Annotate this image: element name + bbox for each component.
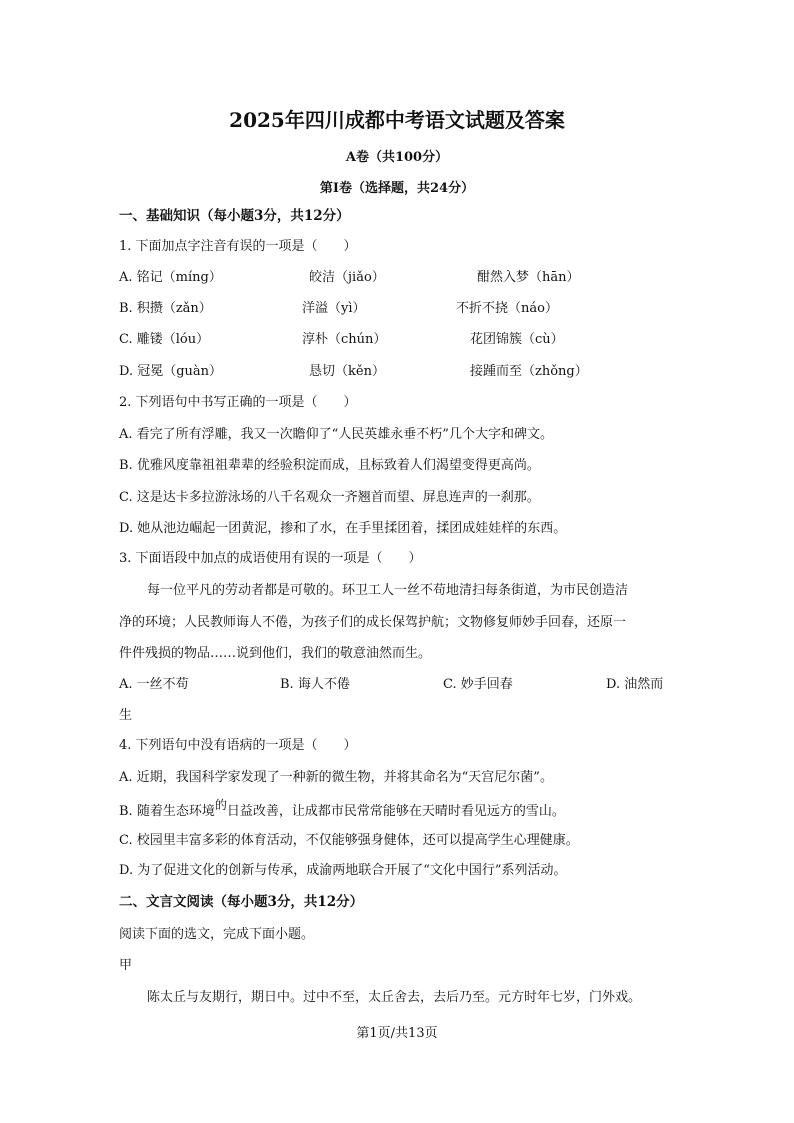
classical-passage-line-1: 陈太丘与友期行，期日中。过中不至，太丘舍去，去后乃至。元方时年七岁，门外戏。 <box>147 990 642 1005</box>
passage-label-jia: 甲 <box>119 958 133 973</box>
q3-option-a: A. 一丝不苟 <box>119 677 189 692</box>
q4-option-d: D. 为了促进文化的创新与传承，成渝两地联合开展了“文化中国行”系列活动。 <box>119 863 567 878</box>
question-1-stem: 1. 下面加点字注音有误的一项是（ ） <box>119 239 357 254</box>
q4-option-a: A. 近期，我国科学家发现了一种新的微生物，并将其命名为“天宫尼尔菌”。 <box>119 770 553 785</box>
q4-option-b-superscript: 的 <box>214 798 227 812</box>
q1-option-a: A. 铭记（míng） <box>119 270 222 285</box>
q1-option-c: C. 雕镂（lóu） <box>119 332 210 347</box>
q1-option-d-3: 接踵而至（zhǒng） <box>470 364 588 379</box>
section-heading-2: 二、文言文阅读（每小题3分，共12分） <box>119 894 364 910</box>
q4-option-c: C. 校园里丰富多彩的体育活动，不仅能够强身健体，还可以提高学生心理健康。 <box>119 833 579 848</box>
q1-option-c-2: 淳朴（chún） <box>302 332 387 347</box>
q2-option-b: B. 优雅风度靠祖祖辈辈的经验积淀而成，且标致着人们渴望变得更高尚。 <box>119 458 540 473</box>
document-title: 2025年四川成都中考语文试题及答案 <box>229 108 565 132</box>
q1-option-a-2: 皎洁（jiǎo） <box>309 270 385 285</box>
q3-option-b: B. 诲人不倦 <box>280 677 350 692</box>
volume-heading: A卷（共100分） <box>345 150 449 165</box>
q1-option-b-2: 洋溢（yì） <box>302 301 366 316</box>
q4-option-b <box>119 798 565 821</box>
q3-passage-line-3: 件件残损的物品……说到他们，我们的敬意油然而生。 <box>119 646 432 661</box>
q2-option-d: D. 她从池边崛起一团黄泥，掺和了水，在手里揉团着，揉团成娃娃样的东西。 <box>119 521 567 536</box>
q1-option-b-3: 不折不挠（náo） <box>456 301 558 316</box>
q1-option-a-3: 酣然入梦（hān） <box>477 270 580 285</box>
q4-option-b-part-2: 日益改善，让成都市民常常能够在天晴时看见远方的雪山。 <box>226 804 565 819</box>
q1-option-d: D. 冠冕（guàn） <box>119 364 223 379</box>
q3-option-c: C. 妙手回春 <box>443 677 513 692</box>
q3-option-d-continued: 生 <box>119 708 133 723</box>
part-heading: 第I卷（选择题，共24分） <box>319 181 475 196</box>
page-footer: 第1页/共13页 <box>356 1026 438 1041</box>
section-heading-1: 一、基础知识（每小题3分，共12分） <box>119 208 350 224</box>
q3-option-d: D. 油然而 <box>606 677 664 692</box>
q2-option-c: C. 这是达卡多拉游泳场的八千名观众一齐翘首而望、屏息连声的一刹那。 <box>119 490 540 505</box>
question-4-stem: 4. 下列语句中没有语病的一项是（ ） <box>119 738 357 753</box>
reading-instruction: 阅读下面的选文，完成下面小题。 <box>119 927 315 942</box>
q3-passage-line-2: 净的环境；人民教师诲人不倦，为孩子们的成长保驾护航；文物修复师妙手回春，还原一 <box>119 615 627 630</box>
question-3-stem: 3. 下面语段中加点的成语使用有误的一项是（ ） <box>119 551 422 566</box>
q4-option-b-part-1: B. 随着生态环境 <box>119 804 215 819</box>
q3-passage-line-1: 每一位平凡的劳动者都是可敬的。环卫工人一丝不苟地清扫每条街道，为市民创造洁 <box>147 583 629 598</box>
q2-option-a: A. 看完了所有浮雕，我又一次瞻仰了“人民英雄永垂不朽”几个大字和碑文。 <box>119 427 553 442</box>
q1-option-c-3: 花团锦簇（cù） <box>470 332 564 347</box>
q1-option-d-2: 恳切（kěn） <box>309 364 385 379</box>
q1-option-b: B. 积攒（zǎn） <box>119 301 212 316</box>
question-2-stem: 2. 下列语句中书写正确的一项是（ ） <box>119 395 357 410</box>
